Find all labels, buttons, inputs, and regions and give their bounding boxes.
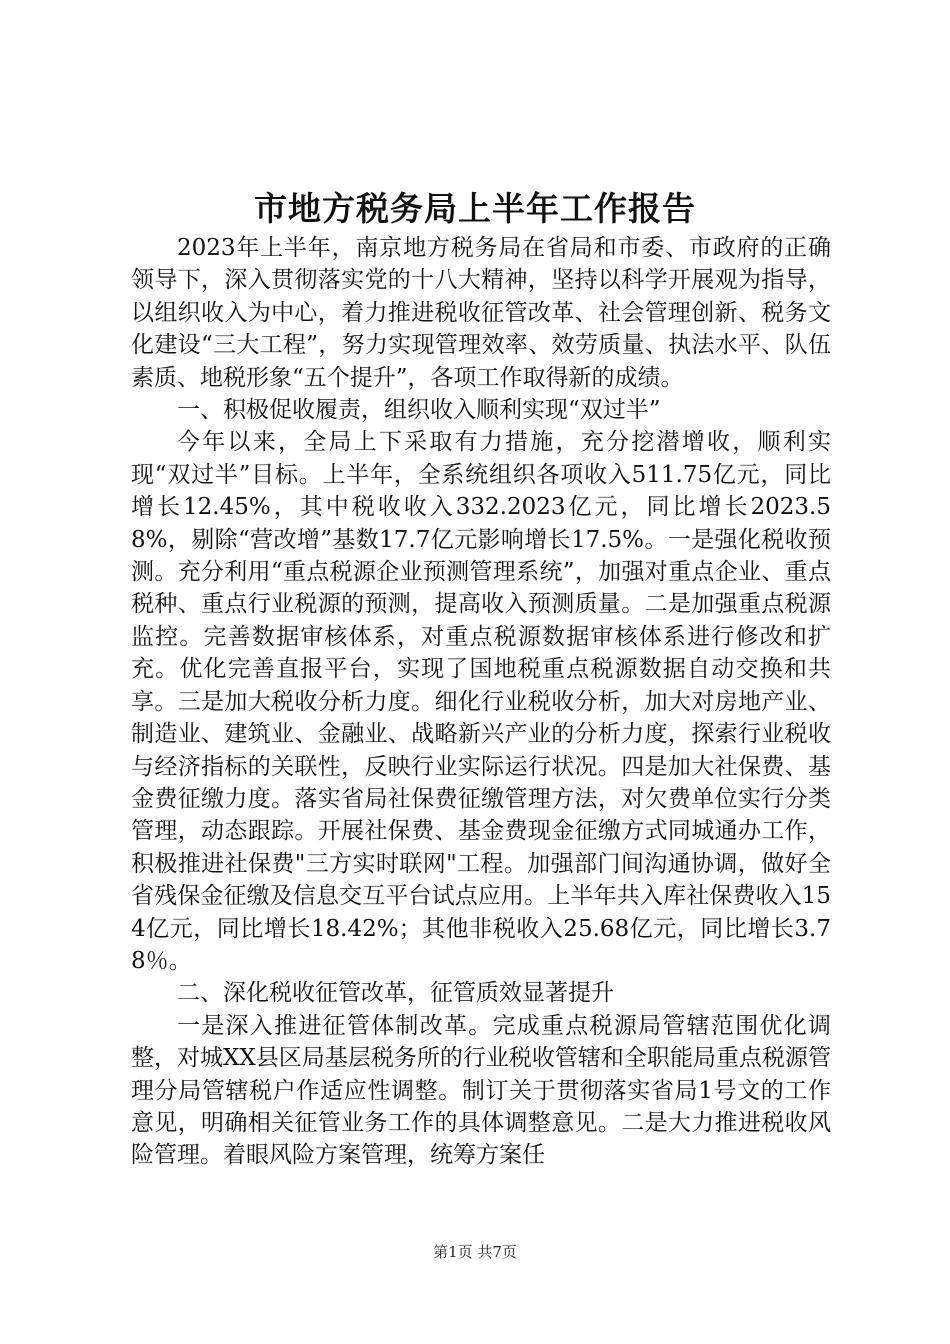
section-1-paragraph: 今年以来，全局上下采取有力措施，充分挖潜增收，顺利实现“双过半”目标。上半年，全系统组织各项收入511.75亿元，同比增长12.45%，其中税收收入332.2023亿元，同比增长2023.58%，剔除“营改增”基数17.7亿元影响增长17.5%。一是强化税收预测。充分利用“重点税源企业预测管理系统”，加强对重点企业、重点税种、重点行业税源的预测，提高收入预测质量。二是加强重点税源监控。完善数据审核体系，对重点税源数据审核体系进行修改和扩充。优化完善直报平台，实现了国地税重点税源数据自动交换和共享。三是加大税收分析力度。细化行业税收分析，加大对房地产业、制造业、建筑业、金融业、战略新兴产业的分析力度，探索行业税收与经济指标的关联性，反映行业实际运行状况。四是加大社保费、基金费征缴力度。落实省局社保费征缴管理方法，对欠费单位实行分类管理，动态跟踪。开展社保费、基金费现金征缴方式同城通办工作，积极推进社保费"三方实时联网"工程。加强部门间沟通协调，做好全省残保金征缴及信息交互平台试点应用。上半年共入库社保费收入154亿元，同比增长18.42%；其他非税收入25.68亿元，同比增长3.78％。: [131, 429, 831, 974]
document-body: [131, 232, 831, 1172]
section-2-paragraph: 一是深入推进征管体制改革。完成重点税源局管辖范围优化调整，对城XX县区局基层税务所的行业税收管辖和全职能局重点税源管理分局管辖税户作适应性调整。制订关于贯彻落实省局1号文的工作意见，明确相关征管业务工作的具体调整意见。二是大力推进税收风险管理。着眼风险方案管理，统筹方案任: [131, 1012, 831, 1169]
page-number-footer: 第1页 共7页: [433, 1243, 517, 1261]
document-title: 市地方税务局上半年工作报告: [254, 189, 696, 228]
intro-paragraph: 2023年上半年，南京地方税务局在省局和市委、市政府的正确领导下，深入贯彻落实党的十八大精神，坚持以科学开展观为指导，以组织收入为中心，着力推进税收征管改革、社会管理创新、税务文化建设“三大工程”，努力实现管理效率、效劳质量、执法水平、队伍素质、地税形象“五个提升”，各项工作取得新的成绩。: [131, 235, 831, 391]
section-heading-2: 二、深化税收征管改革，征管质效显著提升: [177, 980, 614, 1007]
section-heading-1: 一、积极促收履责，组织收入顺利实现“双过半”: [177, 397, 661, 424]
